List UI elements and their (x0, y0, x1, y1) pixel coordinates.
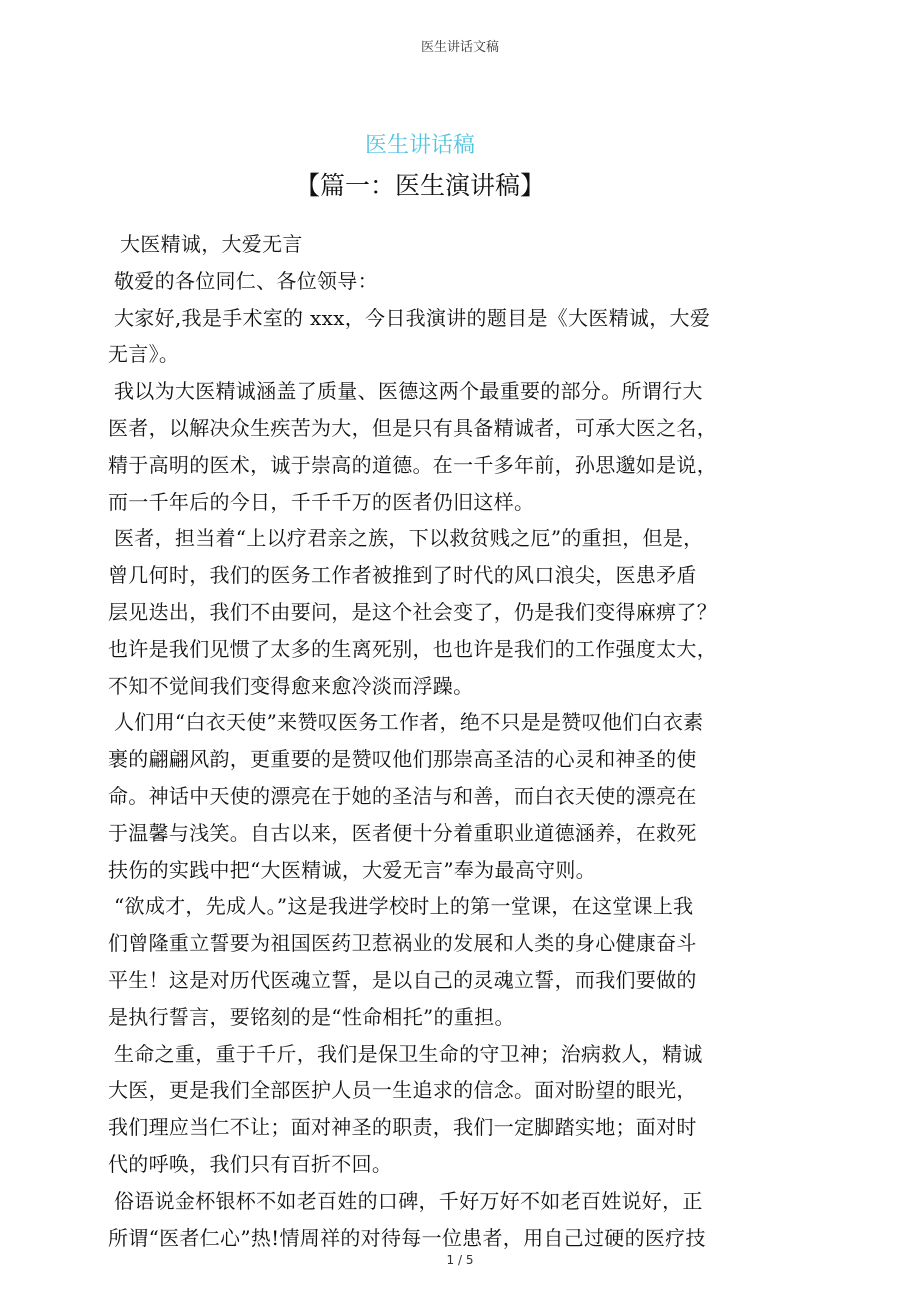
body-text (108, 226, 768, 1256)
paragraph-line: 裹的翩翩风韵，更重要的是赞叹他们那崇高圣洁的心灵和神圣的使 (108, 747, 697, 772)
paragraph-line: 命。神话中天使的漂亮在于她的圣洁与和善，而白衣天使的漂亮在 (108, 783, 697, 808)
paragraph-line: 精于高明的医术，诚于崇高的道德。在一千多年前，孙思邈如是说， (108, 452, 717, 477)
paragraph-line: 医者，担当着“上以疗君亲之族，下以救贫贱之厄”的重担，但是， (114, 526, 704, 551)
paragraph-line: 大医，更是我们全部医护人员一生追求的信念。面对盼望的眼光， (108, 1078, 697, 1103)
paragraph-line: 人们用“白衣天使”来赞叹医务工作者，绝不只是是赞叹他们白衣素 (114, 710, 704, 735)
running-header: 医生讲话文稿 (420, 40, 499, 55)
paragraph-line: 们曾隆重立誓要为祖国医药卫惹祸业的发展和人类的身心健康奋斗 (108, 931, 697, 956)
paragraph-line: 我们理应当仁不让；面对神圣的职责，我们一定脚踏实地；面对时 (108, 1115, 697, 1140)
document-title: 医生讲话稿 (364, 133, 475, 158)
salutation-line: 敬爱的各位同仁、各位领导： (114, 268, 378, 293)
paragraph-line: 代的呼唤，我们只有百折不回。 (108, 1151, 393, 1176)
paragraph-line: 层见迭出，我们不由要问，是这个社会变了，仍是我们变得麻痹了？ (108, 599, 717, 624)
paragraph-line: 所谓“医者仁心”热!情周祥的对待每一位患者，用自己过硬的医疗技 (108, 1225, 706, 1250)
paragraph-line: 而一千年后的今日，千千千万的医者仍旧这样。 (108, 489, 535, 514)
page-number: 1 / 5 (446, 1253, 474, 1267)
paragraph-line: 无言》。 (108, 342, 180, 367)
paragraph-line: 是执行誓言，要铭刻的是“性命相托”的重担。 (108, 1004, 515, 1029)
paragraph-line: 生命之重，重于千斤，我们是保卫生命的守卫神；治病救人，精诚 (114, 1041, 703, 1066)
paragraph-line: “欲成才，先成人。”这是我进学校时上的第一堂课，在这堂课上我 (114, 894, 694, 919)
paragraph-line: 曾几何时，我们的医务工作者被推到了时代的风口浪尖，医患矛盾 (108, 563, 697, 588)
paragraph-line: 大家好,我是手术室的 xxx，今日我演讲的题目是《大医精诚，大爱 (114, 305, 711, 330)
paragraph-line: 平生！这是对历代医魂立誓，是以自己的灵魂立誓，而我们要做的 (108, 967, 697, 992)
paragraph-line: 俗语说金杯银杯不如老百姓的口碑，千好万好不如老百姓说好，正 (114, 1188, 703, 1213)
paragraph-line: 医者，以解决众生疾苦为大，但是只有具备精诚者，可承大医之名， (108, 415, 717, 440)
speech-title-line: 大医精诚，大爱无言 (120, 232, 303, 256)
paragraph-line: 于温馨与浅笑。自古以来，医者便十分着重职业道德涵养，在救死 (108, 820, 697, 845)
paragraph-line: 不知不觉间我们变得愈来愈冷淡而浮躁。 (108, 673, 474, 698)
section-title: 【篇一：医生演讲稿】 (294, 171, 545, 200)
paragraph-line: 我以为大医精诚涵盖了质量、医德这两个最重要的部分。所谓行大 (114, 379, 703, 404)
paragraph-line: 也许是我们见惯了太多的生离死别，也也许是我们的工作强度太大， (108, 636, 717, 661)
paragraph-line: 扶伤的实践中把“大医精诚，大爱无言”奉为最高守则。 (108, 857, 596, 882)
